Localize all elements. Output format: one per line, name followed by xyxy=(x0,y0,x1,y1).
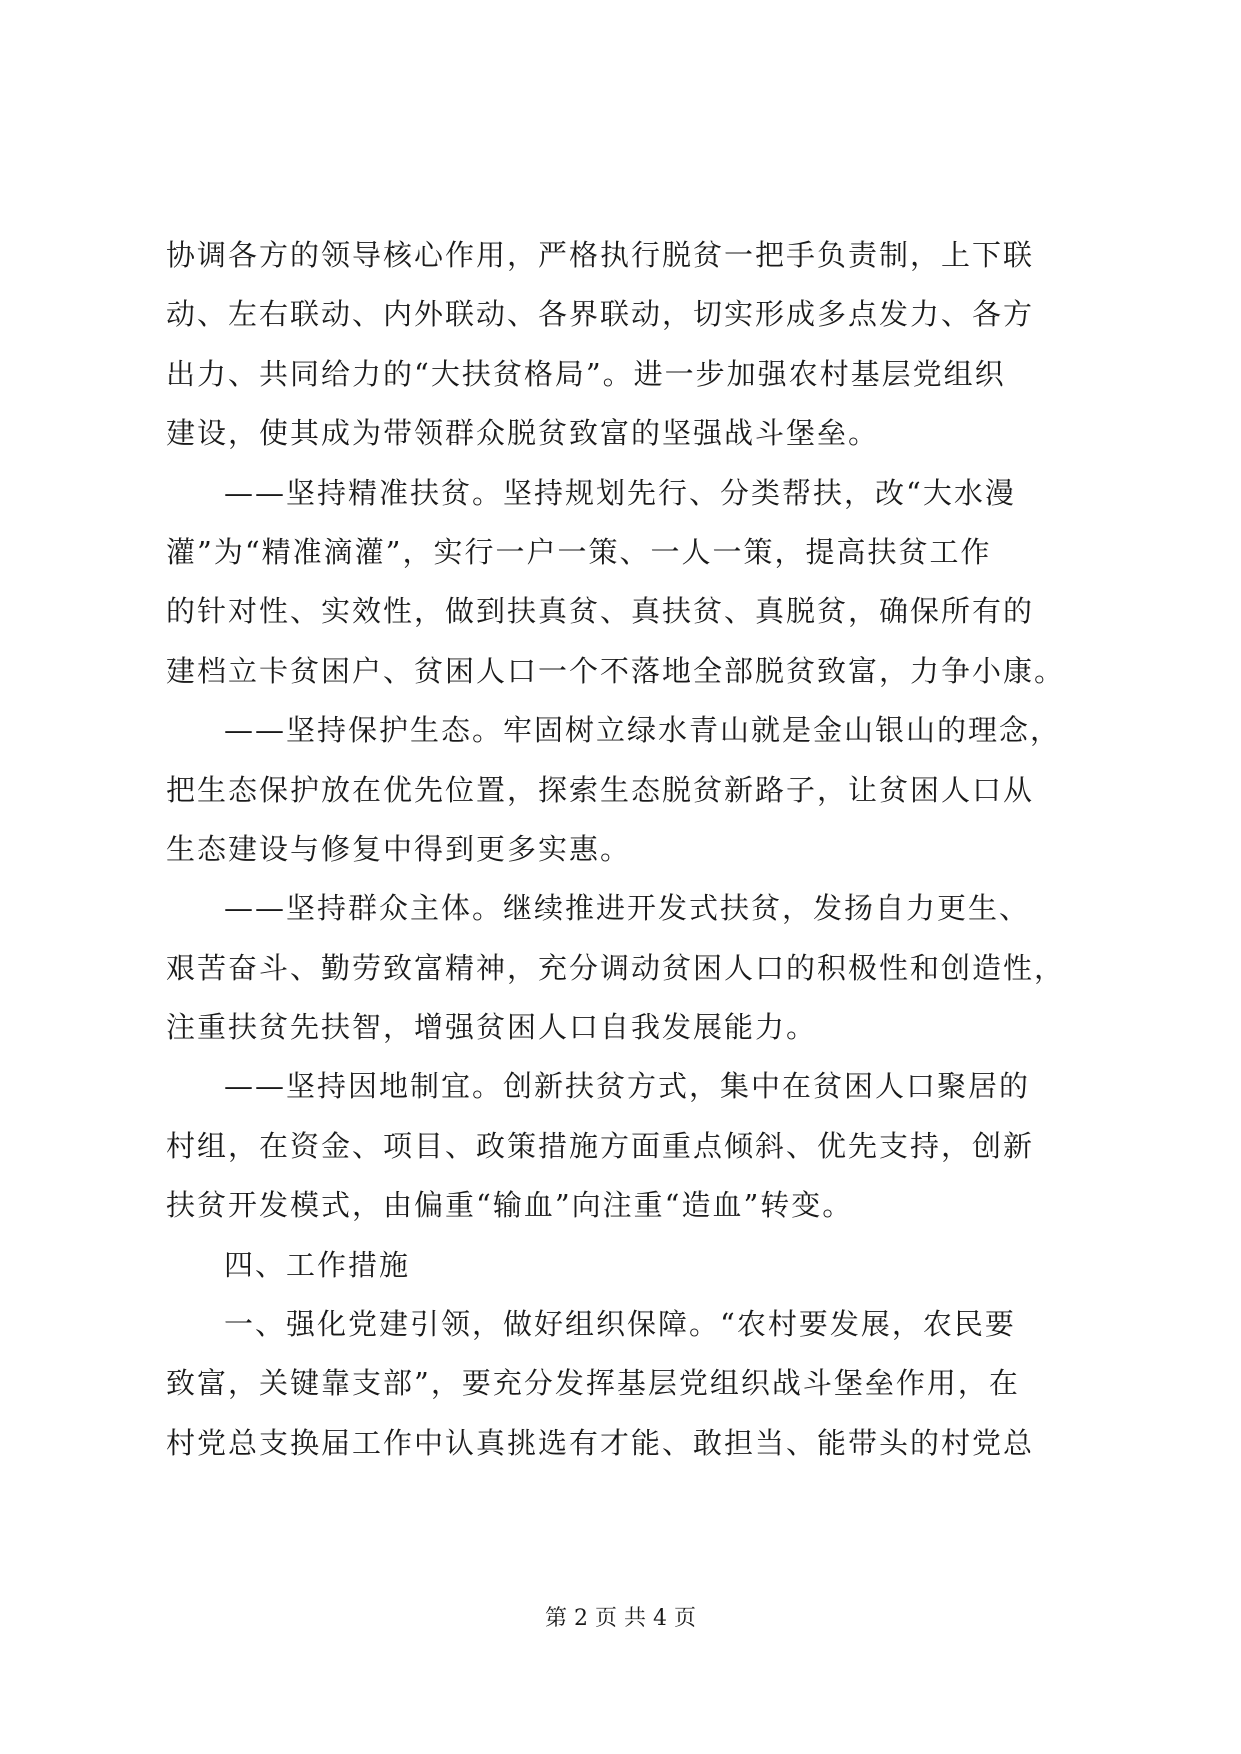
section-heading: 四、工作措施 xyxy=(224,1247,411,1282)
text-line: 协调各方的领导核心作用，严格执行脱贫一把手负责制，上下联 xyxy=(166,238,1035,272)
text-line: 出力、共同给力的“大扶贫格局”。进一步加强农村基层党组织 xyxy=(166,356,1006,391)
paragraph-start-line: ——坚持因地制宜。创新扶贫方式，集中在贫困人口聚居的 xyxy=(224,1069,1031,1104)
text-line: 致富，关键靠支部”，要充分发挥基层党组织战斗堡垒作用，在 xyxy=(166,1366,1020,1401)
paragraph-start-line: 一、强化党建引领，做好组织保障。“农村要发展，农民要 xyxy=(224,1307,1016,1342)
text-line: 动、左右联动、内外联动、各界联动，切实形成多点发力、各方 xyxy=(166,297,1035,332)
text-line: 灌”为“精准滴灌”，实行一户一策、一人一策，提高扶贫工作 xyxy=(166,534,992,569)
text-line: 村党总支换届工作中认真挑选有才能、敢担当、能带头的村党总 xyxy=(166,1425,1035,1460)
paragraph-start-line: ——坚持保护生态。牢固树立绿水青山就是金山银山的理念， xyxy=(224,713,1062,748)
text-line: 注重扶贫先扶智，增强贫困人口自我发展能力。 xyxy=(166,1010,818,1045)
text-line: 建档立卡贫困户、贫困人口一个不落地全部脱贫致富，力争小康。 xyxy=(166,653,1066,688)
text-line: 生态建设与修复中得到更多实惠。 xyxy=(166,831,632,866)
paragraph-start-line: ——坚持群众主体。继续推进开发式扶贫，发扬自力更生、 xyxy=(224,891,1031,926)
text-line: 扶贫开发模式，由偏重“输血”向注重“造血”转变。 xyxy=(166,1188,854,1223)
page-number-footer: 第 2 页 共 4 页 xyxy=(545,1606,696,1631)
paragraph-start-line: ——坚持精准扶贫。坚持规划先行、分类帮扶，改“大水漫 xyxy=(224,475,1016,510)
text-line: 建设，使其成为带领群众脱贫致富的坚强战斗堡垒。 xyxy=(166,416,880,451)
document-body xyxy=(166,226,1076,1473)
text-line: 的针对性、实效性，做到扶真贫、真扶贫、真脱贫，确保所有的 xyxy=(166,594,1035,629)
text-line: 村组，在资金、项目、政策措施方面重点倾斜、优先支持，创新 xyxy=(166,1128,1035,1163)
text-line: 艰苦奋斗、勤劳致富精神，充分调动贫困人口的积极性和创造性， xyxy=(166,950,1066,985)
text-line: 把生态保护放在优先位置，探索生态脱贫新路子，让贫困人口从 xyxy=(166,772,1035,807)
